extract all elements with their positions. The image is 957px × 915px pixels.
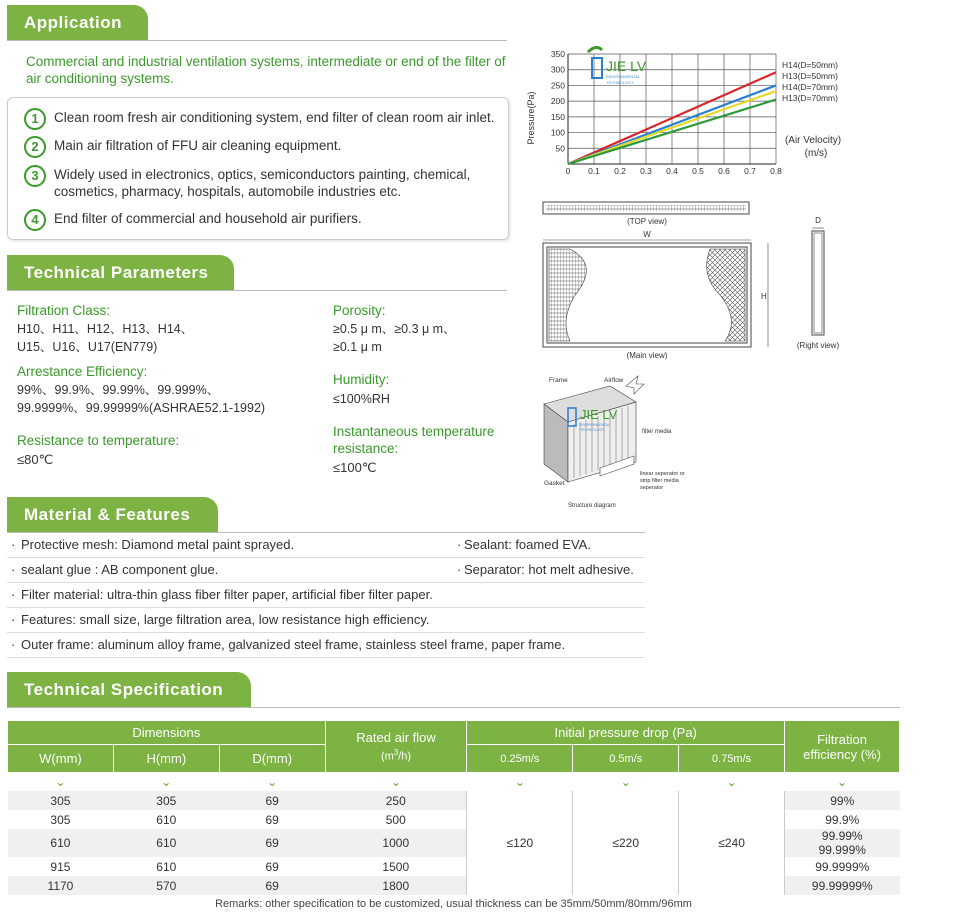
filter-media-label: filter media	[642, 429, 672, 435]
list-item-text: Widely used in electronics, optics, semiconductors painting, chemical, cosmetics, pharmacy, hospitals, automobile industries etc.	[54, 167, 471, 199]
feature-text: Protective mesh: Diamond metal paint sprayed.	[21, 537, 295, 552]
x-tick-label: 0.3	[640, 166, 652, 176]
application-list	[7, 97, 509, 240]
porosity-value: ≥0.1 μ m	[333, 340, 382, 354]
main-view-label: (Main view)	[626, 351, 668, 360]
number-badge: 1	[24, 108, 46, 130]
cell-efficiency: 99.99999%	[811, 878, 873, 893]
bullet: ·	[11, 587, 16, 602]
velocity-header: 0.75m/s	[679, 745, 785, 773]
divider	[7, 40, 507, 41]
depth-label: D	[815, 216, 821, 225]
logo-text: JIE LV	[606, 58, 647, 74]
frame-label: Frame	[549, 377, 568, 384]
feature-text: Outer frame: aluminum alloy frame, galvanized steel frame, stainless steel frame, paper frame.	[21, 637, 566, 652]
velocity-header: 0.5m/s	[573, 745, 679, 773]
airflow-header-unit	[326, 748, 467, 763]
chevron-down-icon: ⌄	[836, 775, 848, 789]
separator-label: seperator	[640, 485, 664, 491]
efficiency-header-line: efficiency (%)	[803, 746, 881, 762]
airflow-unit-part: /h)	[398, 750, 412, 763]
cell-d: 69	[265, 878, 279, 893]
dimensions-header: Dimensions	[8, 721, 326, 745]
cell-w: 305	[50, 793, 71, 808]
width-header: W(mm)	[8, 745, 114, 773]
chevron-row	[8, 773, 900, 792]
bullet: ·	[457, 562, 462, 577]
cell-w: 1170	[47, 878, 74, 893]
logo-subtext: TECHNOLOGY	[606, 80, 635, 85]
pressure-header: Initial pressure drop (Pa)	[467, 721, 785, 745]
y-tick-label: 350	[550, 49, 565, 59]
airflow-header	[325, 721, 467, 773]
velocity-header: 0.25m/s	[467, 745, 573, 773]
cell-flow: 1000	[382, 836, 410, 850]
x-tick-label: 0.6	[718, 166, 730, 176]
technical-parameters-heading: Technical Parameters	[7, 255, 234, 290]
pressure-velocity-chart	[528, 40, 858, 185]
legend-entry: H14(D=50mm)	[782, 60, 838, 70]
list-item-text: Clean room fresh air conditioning system, end filter of clean room air inlet.	[54, 110, 495, 125]
x-tick-label: 0.2	[614, 166, 626, 176]
airflow-label: Airflow	[604, 377, 624, 384]
arrestance-label: Arrestance Efficiency:	[17, 364, 148, 379]
efficiency-header-line: Filtration	[817, 731, 867, 747]
humidity-label: Humidity:	[333, 372, 390, 387]
bullet: ·	[11, 562, 16, 577]
feature-text: Filter material: ultra-thin glass fiber filter paper, artificial fiber filter paper.	[21, 587, 433, 602]
logo-subtext: ENVIRONMENTAL	[580, 423, 610, 427]
y-tick-label: 250	[550, 80, 565, 91]
porosity-value: ≥0.5 μ m、≥0.3 μ m、	[333, 322, 456, 336]
x-tick-label: 0	[565, 166, 571, 176]
logo-subtext: TECHNOLOGY	[580, 428, 605, 432]
material-heading: Material & Features	[7, 497, 218, 532]
bullet: ·	[11, 537, 16, 552]
cell-w: 610	[50, 836, 71, 850]
cell-d: 69	[265, 836, 279, 850]
cell-efficiency: 99%	[830, 793, 855, 808]
chart-legend	[782, 60, 838, 103]
legend-entry: H14(D=70mm)	[782, 82, 838, 92]
logo-subtext: ENVIRONMENTAL	[606, 74, 641, 79]
chart-xlabel: (Air Velocity)	[784, 135, 842, 146]
divider	[7, 290, 507, 291]
remarks-row	[8, 895, 900, 913]
remarks: Remarks: other specification to be customized, usual thickness can be 35mm/50mm/80mm/96mm	[215, 898, 692, 910]
airflow-unit-part: (m	[380, 750, 394, 763]
airflow-unit-sup: 3	[393, 748, 399, 758]
filter-drawings	[530, 195, 850, 365]
company-logo	[588, 47, 647, 85]
x-tick-label: 0.4	[666, 166, 678, 176]
chart-xlabel: (m/s)	[804, 148, 828, 159]
porosity-label: Porosity:	[333, 303, 386, 318]
efficiency-value: 99.999%	[818, 843, 866, 857]
cell-h: 570	[156, 878, 177, 893]
height-header: H(mm)	[113, 745, 219, 773]
cell-flow: 1800	[382, 878, 410, 893]
resistance-temperature-value: ≤80℃	[17, 452, 54, 467]
feature-text: Sealant: foamed EVA.	[464, 537, 591, 552]
top-view-label: (TOP view)	[627, 217, 667, 226]
y-tick-label: 100	[550, 127, 565, 138]
number-badge: 2	[24, 136, 46, 158]
x-tick-label: 0.1	[588, 166, 600, 176]
bullet: ·	[11, 637, 16, 652]
efficiency-header	[785, 721, 900, 773]
top-view-pleats	[546, 205, 746, 211]
chevron-down-icon: ⌄	[55, 775, 66, 789]
filtration-class-value: H10、H11、H12、H13、H14、	[17, 322, 194, 336]
efficiency-value: 99.99%	[821, 829, 863, 843]
feature-row	[7, 608, 645, 633]
x-tick-label: 0.7	[744, 166, 756, 176]
pressure-v3: ≤240	[679, 791, 785, 895]
gasket-label: Gasket	[544, 480, 565, 487]
cell-d: 69	[265, 859, 279, 874]
chevron-down-icon: ⌄	[620, 775, 631, 789]
cell-w: 915	[50, 859, 71, 874]
feature-row	[7, 633, 645, 658]
feature-text: Separator: hot melt adhesive.	[464, 562, 634, 577]
feature-text: Features: small size, large filtration area, low resistance high efficiency.	[21, 612, 430, 627]
arrestance-value: 99%、99.9%、99.99%、99.999%、	[17, 383, 220, 397]
cell-flow: 1500	[382, 859, 410, 874]
cell-w: 305	[50, 812, 71, 827]
cell-d: 69	[265, 793, 279, 808]
instant-temperature-label: resistance:	[333, 441, 399, 456]
logo-leaf-icon	[588, 47, 602, 52]
logo-mark	[592, 58, 602, 78]
cell-flow: 250	[385, 793, 406, 808]
cell-h: 610	[156, 859, 177, 874]
airflow-header-label: Rated air flow	[356, 730, 436, 746]
cell-flow: 500	[385, 812, 406, 827]
table-row	[8, 791, 900, 810]
legend-entry: H13(D=70mm)	[782, 93, 838, 103]
humidity-value: ≤100%RH	[333, 392, 390, 406]
resistance-temperature-label: Resistance to temperature:	[17, 433, 180, 448]
feature-row	[7, 583, 645, 608]
specification-table	[7, 720, 900, 913]
separator-label: strip filter media	[640, 478, 679, 484]
height-label: H	[761, 292, 767, 301]
chart-ylabel: Pressure(Pa)	[526, 91, 536, 145]
legend-entry: H13(D=50mm)	[782, 71, 838, 81]
number-badge: 4	[24, 209, 46, 231]
depth-header: D(mm)	[219, 745, 325, 773]
feature-row	[7, 533, 645, 558]
pressure-v1: ≤120	[467, 791, 573, 895]
pressure-v2: ≤220	[573, 791, 679, 895]
cell-efficiency: 99.9%	[825, 812, 860, 827]
structure-caption: Structure diagram	[568, 503, 616, 509]
application-heading: Application	[7, 5, 148, 40]
application-intro: Commercial and industrial ventilation systems, intermediate or end of the filter of air conditioning systems.	[26, 54, 506, 86]
arrestance-value: 99.9999%、99.99999%(ASHRAE52.1-1992)	[17, 401, 266, 415]
logo-text: JIE LV	[580, 407, 618, 422]
y-tick-label: 50	[555, 143, 565, 154]
airflow-arrow-icon	[626, 376, 644, 394]
chevron-down-icon: ⌄	[161, 775, 172, 789]
filtration-class-label: Filtration Class:	[17, 303, 111, 318]
y-tick-label: 300	[550, 64, 565, 75]
chevron-down-icon: ⌄	[267, 775, 278, 789]
filtration-class-value: U15、U16、U17(EN779)	[17, 340, 158, 354]
structure-diagram	[540, 372, 720, 512]
bullet: ·	[457, 537, 462, 552]
specification-heading: Technical Specification	[7, 672, 251, 707]
x-tick-label: 0.5	[692, 166, 704, 176]
chevron-down-icon: ⌄	[390, 775, 402, 789]
list-item-text: Main air filtration of FFU air cleaning equipment.	[54, 138, 342, 153]
cell-h: 610	[156, 812, 177, 827]
chevron-down-icon: ⌄	[726, 775, 737, 789]
chart-y-ticks	[551, 49, 565, 153]
y-tick-label: 150	[550, 111, 565, 122]
cell-d: 69	[265, 812, 279, 827]
chart-x-ticks	[566, 166, 783, 176]
x-tick-label: 0.8	[770, 166, 782, 176]
y-tick-label: 200	[550, 96, 565, 107]
right-view-label: (Right view)	[796, 341, 840, 350]
chevron-down-icon: ⌄	[514, 775, 525, 789]
number-badge: 3	[24, 165, 46, 187]
cell-h: 610	[156, 836, 177, 850]
separator-label: linear seperator or	[640, 471, 685, 477]
cell-efficiency	[785, 829, 900, 857]
feature-text: sealant glue : AB component glue.	[21, 562, 219, 577]
instant-temperature-label: Instantaneous temperature	[333, 424, 495, 439]
cell-h: 305	[156, 793, 177, 808]
divider	[7, 707, 900, 708]
width-label: W	[643, 230, 651, 239]
cell-efficiency: 99.9999%	[815, 859, 870, 874]
instant-temperature-value: ≤100℃	[333, 460, 377, 475]
feature-row	[7, 558, 645, 583]
list-item-text: End filter of commercial and household air purifiers.	[54, 211, 362, 226]
bullet: ·	[11, 612, 16, 627]
